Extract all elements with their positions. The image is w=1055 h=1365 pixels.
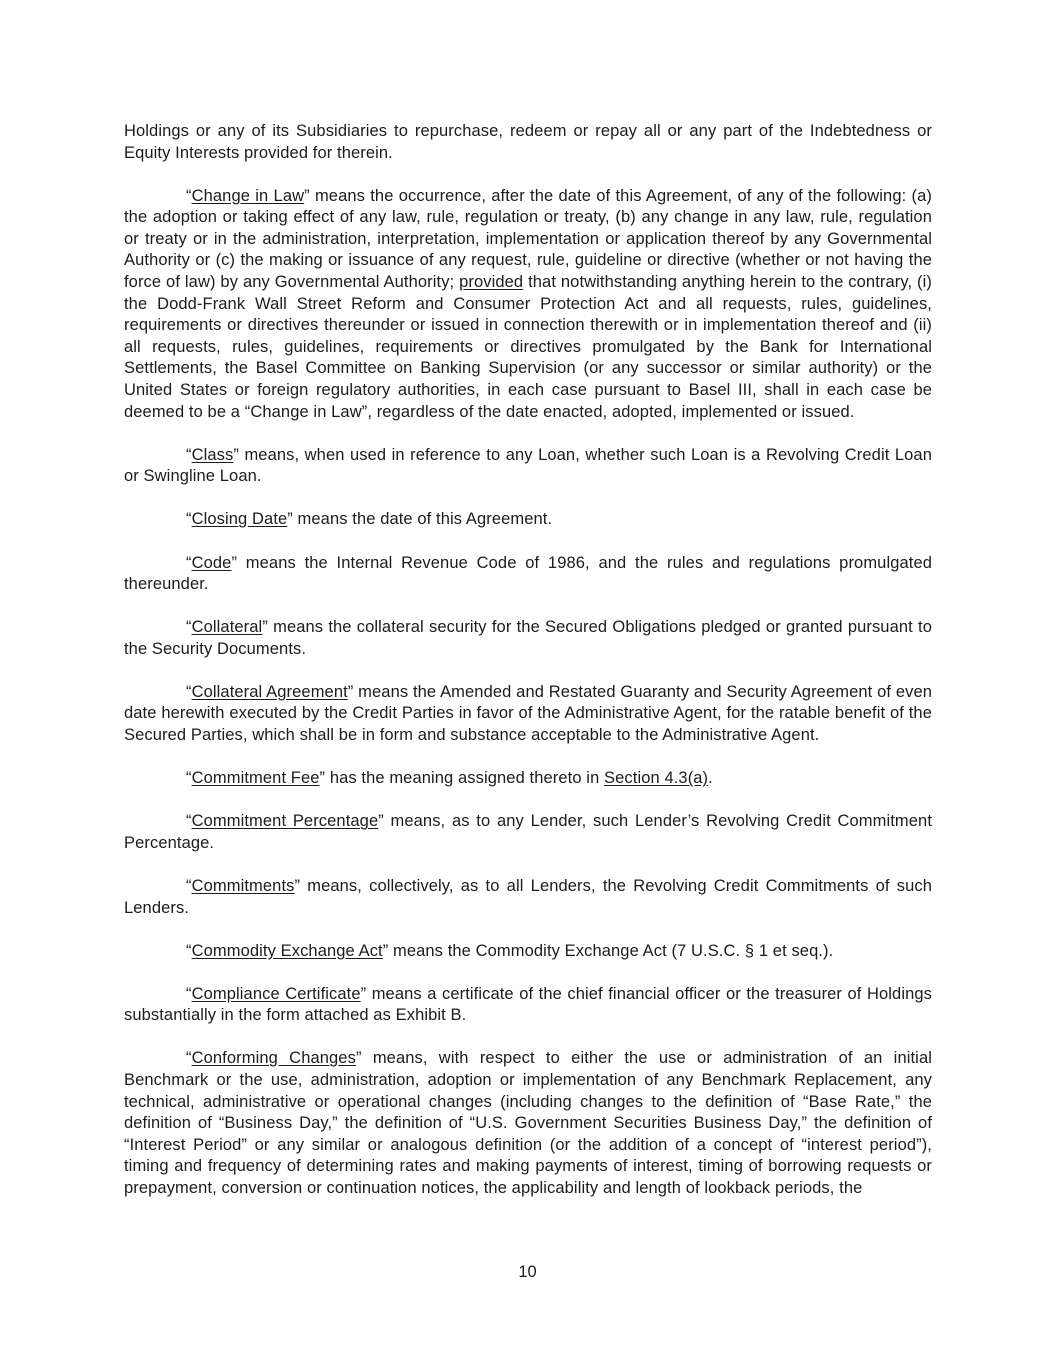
text-run: “ — [186, 812, 192, 831]
text-run: “ — [186, 941, 192, 960]
text-run: ” means the occurrence, after the date of this Agreement, of any of the following: (a) the adoption or taking effect of any law, rule, regulation or treaty, (b) any change in any law, rule, regulation or treaty or in the administration, interpretation, implementation or application thereof by any Governmental Authority or (c) the making or issuance of any request, rule, guideline or directive (whether or not having the force of law) by any Governmental Authority; — [124, 186, 932, 292]
text-run: . — [708, 769, 713, 788]
paragraph — [124, 509, 932, 531]
text-run: “ — [186, 984, 192, 1003]
text-run: ” means the Amended and Restated Guaranty and Security Agreement of even date herewith executed by the Credit Parties in favor of the Administrative Agent, for the ratable benefit of the Secured Parties, which shall be in form and substance acceptable to the Administrative Agent. — [124, 682, 933, 745]
text-run: “ — [186, 876, 192, 895]
paragraph — [124, 445, 932, 488]
paragraph — [124, 121, 932, 164]
text-run: Holdings or any of its Subsidiaries to repurchase, redeem or repay all or any part of the Indebtedness or Equity Interests provided for therein. — [124, 122, 932, 162]
paragraph — [124, 984, 932, 1027]
text-run: that notwithstanding anything herein to the contrary, (i) the Dodd-Frank Wall Street Reform and Consumer Protection Act and all requests, rules, guidelines, requirements or directives thereunder or issued in connection therewith or in implementation thereof and (ii) all requests, rules, guidelines, requirements or directives promulgated by the Bank for International Settlements, the Basel Committee on Banking Supervision (or any successor or similar authority) or the United States or foreign regulatory authorities, in each case pursuant to Basel III, shall in each case be deemed to be a “Change in Law”, regardless of the date enacted, adopted, implemented or issued. — [124, 273, 932, 421]
text-run: “ — [186, 1049, 192, 1068]
paragraph — [124, 186, 932, 424]
defined-term: Code — [191, 553, 232, 572]
text-run: “ — [186, 553, 192, 572]
paragraph — [124, 553, 932, 596]
defined-term: Commodity Exchange Act — [191, 941, 383, 960]
defined-term: Compliance Certificate — [191, 984, 361, 1003]
defined-term: Closing Date — [191, 510, 288, 529]
text-run: “ — [186, 769, 192, 788]
text-run: ” means the Commodity Exchange Act (7 U.S.C. § 1 et seq.). — [382, 941, 834, 960]
defined-term: Collateral — [191, 618, 263, 637]
text-run: ” means the collateral security for the Secured Obligations pledged or granted pursuant to the Security Documents. — [124, 618, 932, 658]
text-run: “ — [186, 682, 192, 701]
text-run: ” means, with respect to either the use or administration of an initial Benchmark or the use, administration, adoption or implementation of any Benchmark Replacement, any technical, administrative or operational changes (including changes to the definition of “Base Rate,” the definition of “Business Day,” the definition of “U.S. Government Securities Business Day,” the definition of “Interest Period” or any similar or analogous definition (or the addition of a concept of “interest period”), timing and frequency of determining rates and making payments of interest, timing of borrowing requests or prepayment, conversion or continuation notices, the applicability and length of lookback periods, the — [124, 1049, 932, 1197]
text-run: ” means the Internal Revenue Code of 1986, and the rules and regulations promulgated thereunder. — [124, 553, 932, 594]
text-run: ” has the meaning assigned thereto in — [319, 769, 605, 788]
text-run: “ — [186, 618, 192, 637]
text-run: ” means the date of this Agreement. — [287, 510, 553, 529]
defined-term: Collateral Agreement — [191, 682, 348, 701]
paragraph — [124, 811, 932, 854]
defined-term: Commitment Percentage — [191, 812, 379, 831]
text-run: ” means, collectively, as to all Lenders, the Revolving Credit Commitments of such Lenders. — [124, 876, 932, 917]
defined-term: Conforming Changes — [191, 1049, 356, 1068]
paragraph — [124, 941, 932, 963]
paragraph — [124, 682, 932, 747]
paragraph — [124, 876, 932, 919]
defined-term: Class — [191, 445, 234, 464]
text-run: ” means a certificate of the chief financial officer or the treasurer of Holdings substantially in the form attached as Exhibit B. — [124, 984, 932, 1025]
defined-term: Commitment Fee — [191, 769, 320, 788]
defined-term: provided — [459, 273, 524, 292]
paragraph — [124, 768, 932, 790]
document-body — [124, 121, 932, 1221]
defined-term: Commitments — [191, 876, 295, 895]
text-run: “ — [186, 445, 192, 464]
paragraph — [124, 1048, 932, 1199]
paragraph — [124, 617, 932, 660]
text-run: ” means, as to any Lender, such Lender’s Revolving Credit Commitment Percentage. — [124, 812, 933, 852]
defined-term: Section 4.3(a) — [604, 769, 709, 788]
text-run: “ — [186, 186, 192, 205]
text-run: ” means, when used in reference to any Loan, whether such Loan is a Revolving Credit Loan or Swingline Loan. — [124, 445, 932, 486]
defined-term: Change in Law — [191, 186, 305, 205]
page-number: 10 — [518, 1263, 537, 1281]
text-run: “ — [186, 510, 192, 529]
